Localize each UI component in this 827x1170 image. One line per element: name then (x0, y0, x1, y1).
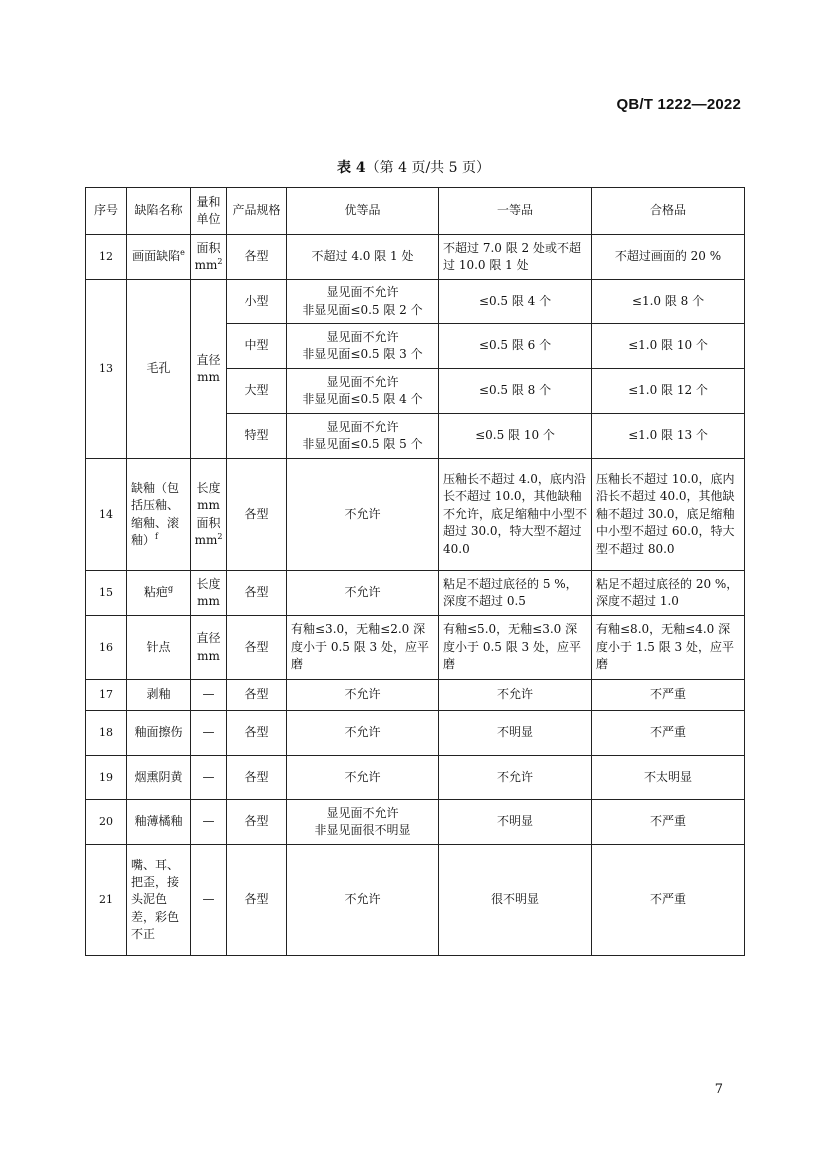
row-unit: 直径 mm (191, 280, 227, 459)
table-header-row (86, 188, 745, 235)
premium-line-1: 显见面不允许 (326, 285, 399, 300)
col-first-grade: 一等品 (439, 188, 592, 235)
row-seq: 16 (86, 616, 127, 680)
row-defect-text: 缺釉（包括压釉、缩釉、滚釉） (131, 480, 180, 547)
row-premium (287, 324, 439, 369)
row-qualified: 不太明显 (592, 756, 745, 800)
row-premium (287, 280, 439, 324)
row-spec: 各型 (227, 616, 287, 680)
row-premium: 有釉≤3.0，无釉≤2.0 深度小于 0.5 限 3 处，应平磨 (287, 616, 439, 680)
row-spec: 各型 (227, 800, 287, 845)
row-unit: — (191, 800, 227, 845)
row-seq: 15 (86, 571, 127, 616)
row-qualified: 有釉≤8.0，无釉≤4.0 深度小于 1.5 限 3 处，应平磨 (592, 616, 745, 680)
row-spec: 大型 (227, 369, 287, 414)
row-seq: 19 (86, 756, 127, 800)
premium-line-2: 非显见面≤0.5 限 5 个 (302, 437, 423, 451)
table-row (86, 800, 745, 845)
row-unit: — (191, 756, 227, 800)
col-qualified: 合格品 (592, 188, 745, 235)
row-first-grade: 不明显 (439, 800, 592, 845)
premium-line-2: 非显见面≤0.5 限 2 个 (302, 302, 423, 317)
premium-line-1: 显见面不允许 (326, 329, 399, 344)
footnote-mark: f (155, 531, 158, 541)
row-premium (287, 800, 439, 845)
row-spec: 各型 (227, 459, 287, 571)
table-title-label: 表 4 (337, 160, 366, 176)
row-spec: 各型 (227, 680, 287, 711)
row-unit: 直径 mm (191, 616, 227, 680)
row-qualified: ≤1.0 限 8 个 (592, 280, 745, 324)
row-spec: 各型 (227, 756, 287, 800)
row-qualified: 不严重 (592, 845, 745, 956)
row-unit: — (191, 845, 227, 956)
table-title (0, 157, 827, 177)
table-row (86, 711, 745, 756)
row-first-grade: 不明显 (439, 711, 592, 756)
defect-table (85, 187, 745, 956)
row-unit: — (191, 711, 227, 756)
row-seq: 14 (86, 459, 127, 571)
row-defect: 针点 (127, 616, 191, 680)
row-qualified: ≤1.0 限 12 个 (592, 369, 745, 414)
row-first-grade: ≤0.5 限 8 个 (439, 369, 592, 414)
row-defect (127, 571, 191, 616)
row-spec: 中型 (227, 324, 287, 369)
row-defect: 釉薄橘釉 (127, 800, 191, 845)
table-title-suffix: （第 4 页/共 5 页） (365, 160, 490, 176)
table-row (86, 845, 745, 956)
row-unit (191, 459, 227, 571)
row-qualified: 不超过画面的 20 % (592, 235, 745, 280)
row-defect: 嘴、耳、把歪，接头泥色差，彩色不正 (127, 845, 191, 956)
table-row (86, 616, 745, 680)
table-row (86, 280, 745, 324)
row-defect: 毛孔 (127, 280, 191, 459)
row-premium (287, 414, 439, 459)
row-first-grade: 有釉≤5.0，无釉≤3.0 深度小于 0.5 限 3 处，应平磨 (439, 616, 592, 680)
row-unit: 长度 mm (191, 571, 227, 616)
col-seq: 序号 (86, 188, 127, 235)
row-premium: 不允许 (287, 756, 439, 800)
row-first-grade: 不超过 7.0 限 2 处或不超过 10.0 限 1 处 (439, 235, 592, 280)
table-row (86, 680, 745, 711)
row-defect-text: 粘疤 (143, 585, 168, 600)
row-spec: 小型 (227, 280, 287, 324)
row-spec: 特型 (227, 414, 287, 459)
row-seq: 13 (86, 280, 127, 459)
premium-line-1: 显见面不允许 (326, 374, 399, 389)
row-first-grade: 很不明显 (439, 845, 592, 956)
row-defect: 剥釉 (127, 680, 191, 711)
row-qualified: 粘足不超过底径的 20 %，深度不超过 1.0 (592, 571, 745, 616)
row-seq: 12 (86, 235, 127, 280)
table-row (86, 571, 745, 616)
row-defect (127, 235, 191, 280)
premium-line-2: 非显见面很不明显 (314, 823, 411, 837)
row-qualified: 不严重 (592, 711, 745, 756)
row-spec: 各型 (227, 845, 287, 956)
col-spec: 产品规格 (227, 188, 287, 235)
row-qualified: 不严重 (592, 680, 745, 711)
row-defect: 烟熏阴黄 (127, 756, 191, 800)
col-unit: 量和单位 (191, 188, 227, 235)
row-spec: 各型 (227, 571, 287, 616)
row-unit-text: 面积 (196, 240, 221, 255)
premium-line-1: 显见面不允许 (326, 805, 399, 820)
table-row (86, 756, 745, 800)
row-premium: 不允许 (287, 571, 439, 616)
table-row (86, 235, 745, 280)
page-number: 7 (714, 1082, 723, 1097)
row-defect: 釉面擦伤 (127, 711, 191, 756)
unit-superscript: 2 (217, 531, 223, 541)
row-first-grade: 压釉长不超过 4.0，底内沿长不超过 10.0，其他缺釉不允许，底足缩釉中小型不超过 30.0，特大型不超过 40.0 (439, 459, 592, 571)
row-premium (287, 369, 439, 414)
row-seq: 20 (86, 800, 127, 845)
premium-line-2: 非显见面≤0.5 限 3 个 (302, 347, 423, 361)
col-premium: 优等品 (287, 188, 439, 235)
col-defect-name: 缺陷名称 (127, 188, 191, 235)
row-unit-text: 长度 mm 面积 (196, 480, 221, 530)
row-first-grade: ≤0.5 限 4 个 (439, 280, 592, 324)
row-premium: 不允许 (287, 711, 439, 756)
row-first-grade: ≤0.5 限 10 个 (439, 414, 592, 459)
row-unit (191, 235, 227, 280)
row-spec: 各型 (227, 711, 287, 756)
row-first-grade: 不允许 (439, 680, 592, 711)
footnote-mark: e (180, 248, 185, 258)
row-premium: 不允许 (287, 680, 439, 711)
row-qualified: 不严重 (592, 800, 745, 845)
unit-superscript: 2 (217, 257, 223, 266)
row-defect (127, 459, 191, 571)
row-premium: 不超过 4.0 限 1 处 (287, 235, 439, 280)
row-first-grade: 不允许 (439, 756, 592, 800)
row-defect-text: 画面缺陷 (132, 249, 181, 264)
row-unit: — (191, 680, 227, 711)
row-seq: 18 (86, 711, 127, 756)
row-first-grade: 粘足不超过底径的 5 %，深度不超过 0.5 (439, 571, 592, 616)
row-spec: 各型 (227, 235, 287, 280)
row-qualified: 压釉长不超过 10.0，底内沿长不超过 40.0，其他缺釉不超过 30.0，底足缩釉中小型不超过 60.0，特大型不超过 80.0 (592, 459, 745, 571)
row-premium: 不允许 (287, 459, 439, 571)
row-qualified: ≤1.0 限 13 个 (592, 414, 745, 459)
row-seq: 17 (86, 680, 127, 711)
footnote-mark: g (167, 584, 174, 594)
row-premium: 不允许 (287, 845, 439, 956)
row-unit-sub: mm (194, 258, 218, 272)
row-seq: 21 (86, 845, 127, 956)
row-qualified: ≤1.0 限 10 个 (592, 324, 745, 369)
standard-code: QB/T 1222—2022 (616, 96, 741, 113)
row-unit-sub: mm (194, 532, 218, 547)
row-first-grade: ≤0.5 限 6 个 (439, 324, 592, 369)
table-row (86, 459, 745, 571)
premium-line-1: 显见面不允许 (326, 419, 399, 434)
premium-line-2: 非显见面≤0.5 限 4 个 (302, 392, 423, 406)
